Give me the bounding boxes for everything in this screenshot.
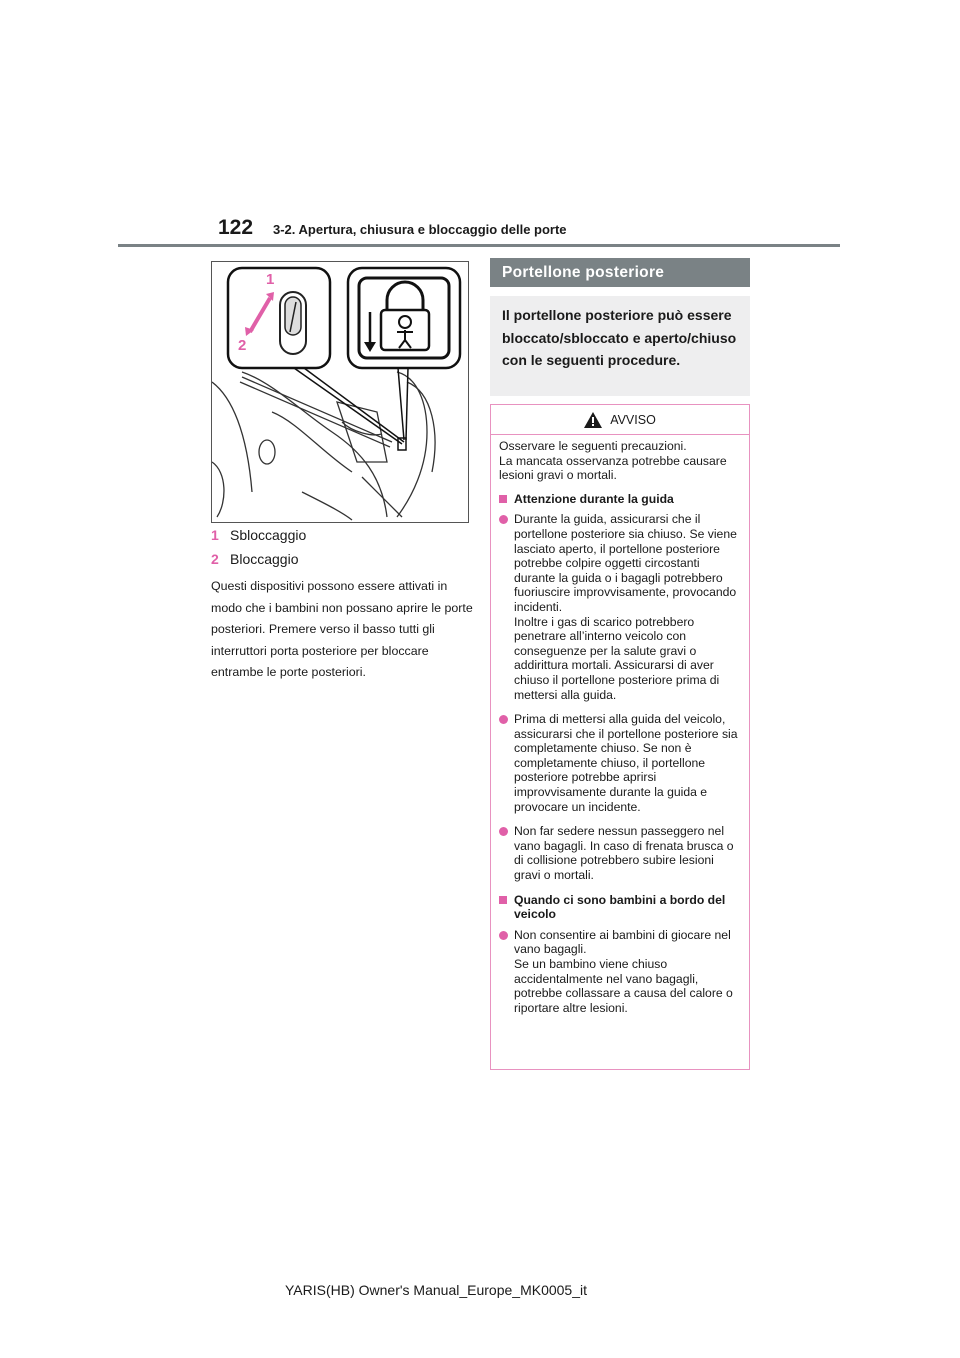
list-item xyxy=(499,512,741,702)
page-number: 122 xyxy=(218,216,254,239)
list-item xyxy=(499,928,741,1016)
legend-label: Bloccaggio xyxy=(230,551,299,567)
bullet-text: Se un bambino viene chiuso accidentalmente nel vano bagagli, potrebbe collassare a causa del calore o riportare altre lesioni. xyxy=(514,957,733,1015)
warning-label: AVVISO xyxy=(610,412,656,427)
warning-icon xyxy=(584,412,602,428)
child-lock-illustration xyxy=(211,261,469,523)
round-bullet-icon xyxy=(499,931,508,940)
body-text: Questi dispositivi possono essere attivati in modo che i bambini non possano aprire le porte posteriori. Premere verso il basso tutti gli interruttori porta posteriore per bloccare entrambe le porte posteriori. xyxy=(211,579,473,679)
legend-number: 2 xyxy=(211,551,219,567)
legend-label: Sbloccaggio xyxy=(230,527,307,543)
warning-subhead: Quando ci sono bambini a bordo del veicolo xyxy=(499,893,741,922)
warning-subhead: Attenzione durante la guida xyxy=(499,492,741,507)
bullet-text: Prima di mettersi alla guida del veicolo, assicurarsi che il portellone posteriore sia completamente chiuso. Se non è completamente chiuso, il portellone posteriore potrebbe aprirsi improvvisamente durante la guida e provocare un incidente. xyxy=(514,712,738,814)
list-item xyxy=(499,824,741,882)
warning-intro-line: Osservare le seguenti precauzioni. xyxy=(499,439,687,453)
bullet-text: Non far sedere nessun passeggero nel vano bagagli. In caso di frenata brusca o di collisione potrebbero subire lesioni gravi o mortali. xyxy=(514,824,734,883)
header-rule xyxy=(118,244,840,247)
section-title: Portellone posteriore xyxy=(490,258,750,287)
callout-2: 2 xyxy=(238,337,247,354)
intro-text: Il portellone posteriore può essere bloccato/sbloccato e aperto/chiuso con le seguenti procedure. xyxy=(490,296,750,396)
bullet-text: Durante la guida, assicurarsi che il portellone posteriore sia chiuso. Se viene lasciato aperto, il portellone posteriore potrebbe colpire oggetti circostanti durante la guida o i bagagli potrebbero fuoriuscire improvvisamente, provocando incidenti. xyxy=(514,512,737,614)
list-item xyxy=(499,712,741,814)
round-bullet-icon xyxy=(499,827,508,836)
legend-number: 1 xyxy=(211,527,219,543)
bullet-text: Inoltre i gas di scarico potrebbero penetrare all’interno veicolo con conseguenze per la salute gravi o addirittura mortali. Assicurarsi di aver chiuso il portellone posteriore prima di mettersi alla guida. xyxy=(514,614,720,702)
warning-intro-line: La mancata osservanza potrebbe causare lesioni gravi o mortali. xyxy=(499,453,727,483)
bullet-text: Non consentire ai bambini di giocare nel vano bagagli. xyxy=(514,927,731,957)
footer: YARIS(HB) Owner's Manual_Europe_MK0005_it xyxy=(285,1282,587,1298)
warning-header xyxy=(491,405,749,435)
section-header: 3-2. Apertura, chiusura e bloccaggio delle porte xyxy=(273,222,567,237)
warning-intro xyxy=(499,439,741,483)
legend-item-lock xyxy=(211,551,471,567)
round-bullet-icon xyxy=(499,715,508,724)
child-lock-switch-icon xyxy=(228,268,330,368)
square-bullet-icon xyxy=(499,495,507,503)
square-bullet-icon xyxy=(499,896,507,904)
warning-box xyxy=(490,404,750,1070)
rear-door-icon xyxy=(212,372,435,520)
warning-body xyxy=(491,435,749,1015)
legend-item-unlock xyxy=(211,527,471,543)
callout-1: 1 xyxy=(266,271,275,288)
round-bullet-icon xyxy=(499,515,508,524)
